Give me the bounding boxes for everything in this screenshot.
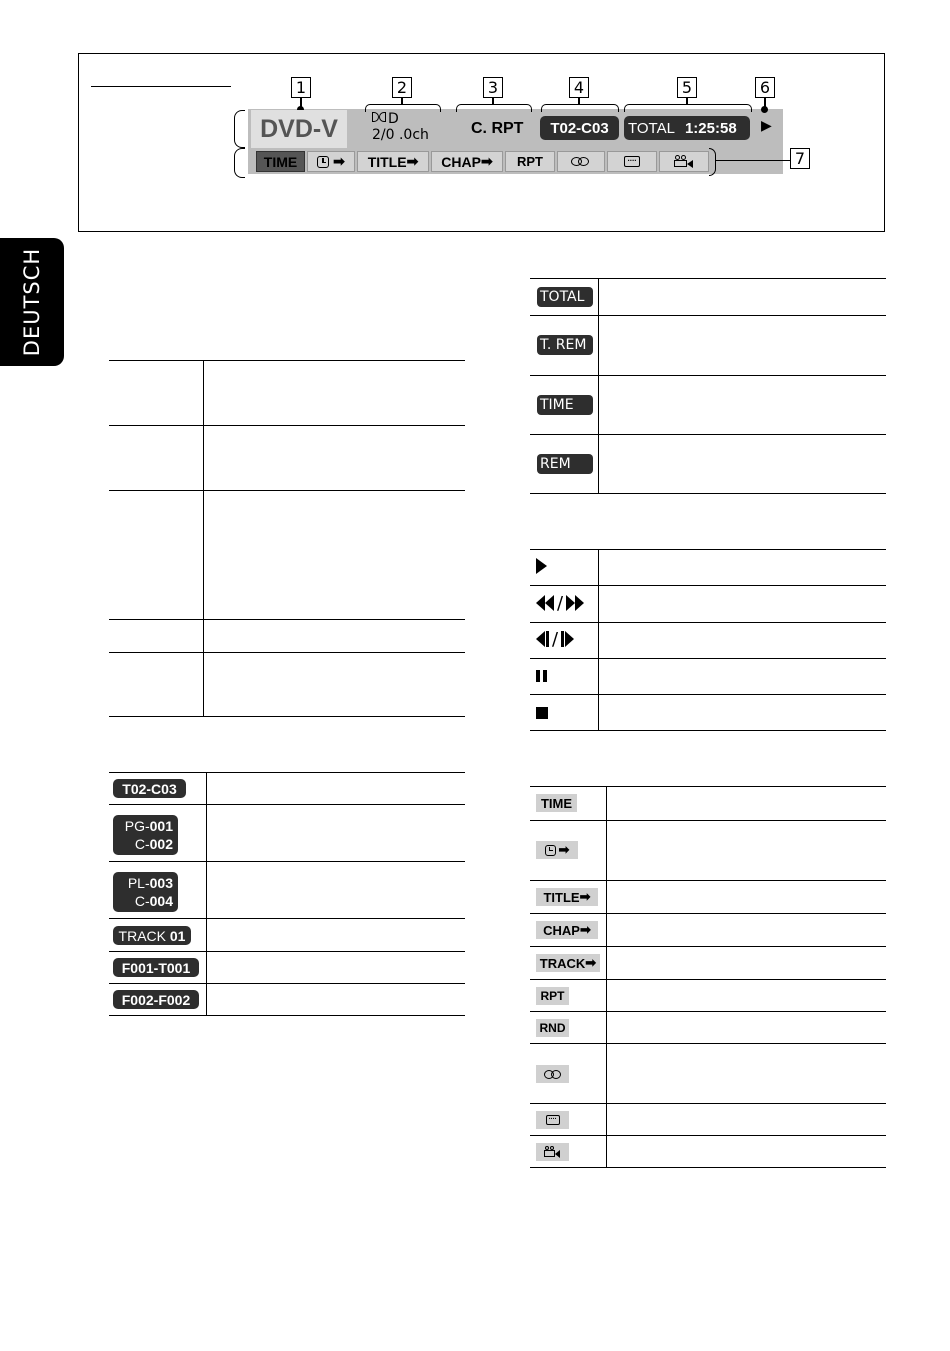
bracket-stem-5 (686, 98, 688, 104)
arrow-right-icon: ➡ (579, 922, 591, 937)
osd-time-search-button[interactable] (307, 151, 355, 172)
time-mode-title-remaining: T. REM (537, 335, 593, 355)
osd-title-button[interactable] (357, 151, 429, 172)
osd-rpt-label: RPT (517, 154, 543, 169)
osd-time-label: TIME (263, 153, 298, 170)
indicator-playlist-chapter: PL-003 C-004 (113, 872, 178, 912)
left-brace-status (234, 110, 245, 148)
osd-chap-button[interactable] (431, 151, 503, 172)
callout-3: 3 (483, 77, 503, 98)
leader-line-7 (716, 160, 790, 161)
repeat-mode: C. RPT (471, 120, 524, 137)
callout-6: 6 (755, 77, 775, 98)
arrow-right-icon: ➡ (480, 153, 493, 169)
callout-4: 4 (569, 77, 589, 98)
callout-5: 5 (677, 77, 697, 98)
osd-rpt-button[interactable] (505, 151, 555, 172)
button-rnd: RND (536, 1019, 569, 1037)
audio-format (372, 111, 429, 143)
dolby-logo: D (372, 111, 429, 127)
osd-angle-button[interactable] (659, 151, 709, 172)
camera-angle-icon (674, 155, 694, 168)
time-indicator (624, 116, 750, 140)
time-mode-total: TOTAL (537, 287, 593, 307)
button-chap: CHAP ➡ (536, 921, 598, 939)
disc-type: DVD-V (251, 110, 347, 148)
slow-reverse-forward-icon: / (536, 629, 574, 649)
indicator-track: TRACK 01 (113, 926, 191, 945)
bracket-stem-2 (401, 98, 403, 104)
indicator-title-chapter: T02-C03 (113, 779, 186, 798)
clock-icon (545, 845, 556, 856)
arrow-right-icon: ➡ (579, 889, 591, 904)
stop-icon (536, 707, 548, 719)
left-brace-operation (234, 148, 245, 178)
osd-subtitle-button[interactable] (607, 151, 657, 172)
time-mode-remaining: REM (537, 454, 593, 474)
subtitle-icon: .... (624, 156, 640, 167)
button-rpt: RPT (536, 987, 569, 1005)
indicator-folder-track: F001-T001 (113, 958, 199, 977)
time-value: 1:25:58 (684, 119, 737, 137)
bracket-4 (541, 104, 619, 112)
callout-2: 2 (392, 77, 412, 98)
bracket-5 (624, 104, 752, 112)
osd-title-label: TITLE (367, 153, 407, 170)
time-mode-elapsed: TIME (537, 395, 593, 415)
subtitle-icon: .... (546, 1115, 560, 1125)
osd-audio-button[interactable] (557, 151, 605, 172)
leader-dot-6 (761, 106, 768, 113)
dolby-icon (372, 112, 388, 124)
audio-icon (571, 157, 591, 167)
button-title: TITLE ➡ (536, 888, 598, 906)
osd-time-button[interactable] (256, 151, 305, 172)
button-track: TRACK ➡ (536, 954, 600, 972)
clock-icon (317, 156, 329, 168)
arrow-right-icon: ➡ (558, 842, 570, 857)
right-brace-operation (709, 148, 716, 176)
play-status-icon: ▶ (761, 118, 772, 134)
language-tab-label: DEUTSCH (20, 247, 44, 357)
camera-angle-icon (544, 1146, 561, 1158)
arrow-right-icon: ➡ (333, 153, 345, 169)
audio-channels: 2/0 .0ch (372, 127, 429, 143)
arrow-right-icon: ➡ (585, 955, 597, 970)
arrow-right-icon: ➡ (406, 153, 419, 169)
figure-heading-rule (91, 86, 231, 87)
button-time: TIME (536, 794, 577, 812)
button-subtitle (536, 1111, 569, 1129)
callout-1: 1 (291, 77, 311, 98)
play-icon (536, 556, 547, 574)
indicator-folder-file: F002-F002 (113, 990, 199, 1009)
pause-icon (536, 670, 547, 682)
button-angle (536, 1143, 569, 1161)
language-tab (0, 238, 64, 366)
button-audio (536, 1065, 569, 1083)
bracket-stem-3 (492, 98, 494, 104)
bracket-3 (456, 104, 532, 112)
callout-7: 7 (790, 148, 810, 169)
button-time-search (536, 841, 578, 859)
rewind-fastforward-icon: / (536, 593, 584, 613)
bracket-stem-4 (578, 98, 580, 104)
time-label: TOTAL (628, 119, 675, 137)
audio-icon (544, 1070, 562, 1079)
indicator-program-chapter: PG-001 C-002 (113, 815, 178, 855)
osd-chap-label: CHAP (441, 153, 481, 170)
title-chapter-indicator: T02-C03 (540, 116, 619, 140)
